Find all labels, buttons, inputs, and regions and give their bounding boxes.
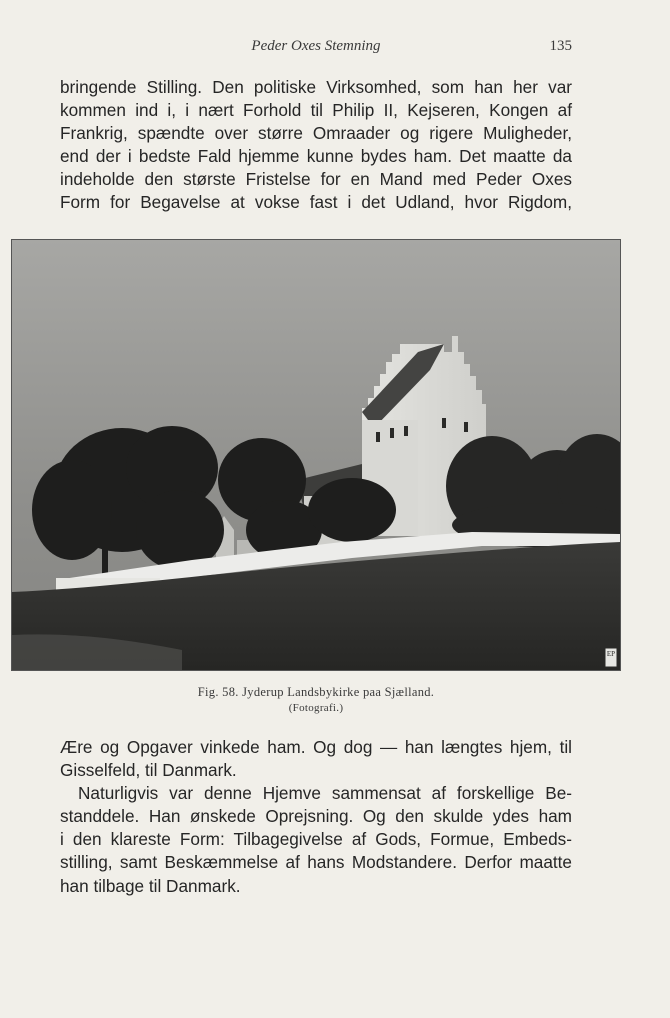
top-paragraph (60, 76, 572, 215)
text-line: kommen ind i, i nært Forhold til Philip II, Kejseren, Kongen af (60, 100, 572, 121)
svg-text:EP: EP (606, 650, 616, 658)
text-line: Naturligvis var denne Hjemve sammensat af forskellige Be- (78, 783, 572, 804)
caption-text: Fig. 58. Jyderup Landsbykirke paa Sjælland. (197, 685, 435, 699)
figure-caption (60, 685, 572, 714)
printer-monogram (605, 648, 617, 667)
text-line: Ære og Opgaver vinkede ham. Og dog — han længtes hjem, til (60, 737, 572, 757)
text-line: stilling, samt Beskæmmelse af hans Modstandere. Derfor maatte (60, 852, 572, 873)
running-head (60, 38, 572, 58)
text-line: Gisselfeld, til Danmark. (60, 760, 237, 781)
caption-credit: (Fotografi.) (288, 702, 344, 714)
text-line: bringende Stilling. Den politiske Virksomhed, som han her var (60, 77, 572, 97)
page-number: 135 (549, 38, 572, 54)
text-line: han tilbage til Danmark. (60, 875, 241, 896)
text-line: Form for Begavelse at vokse fast i det Udland, hvor Rigdom, (60, 192, 572, 213)
text-line: standdele. Han ønskede Oprejsning. Og den skulde ydes ham (60, 806, 572, 827)
text-line: i den klareste Form: Tilbagegivelse af Gods, Formue, Embeds- (60, 829, 572, 850)
text-line: Frankrig, spændte over større Omraader og rigere Muligheder, (60, 123, 572, 144)
bottom-paragraphs (60, 736, 572, 898)
running-title: Peder Oxes Stemning (251, 38, 381, 54)
text-line: end der i bedste Fald hjemme kunne bydes ham. Det maatte da (60, 146, 572, 167)
text-line: indeholde den største Fristelse for en Mand med Peder Oxes (60, 169, 572, 190)
church-photograph (11, 239, 621, 671)
